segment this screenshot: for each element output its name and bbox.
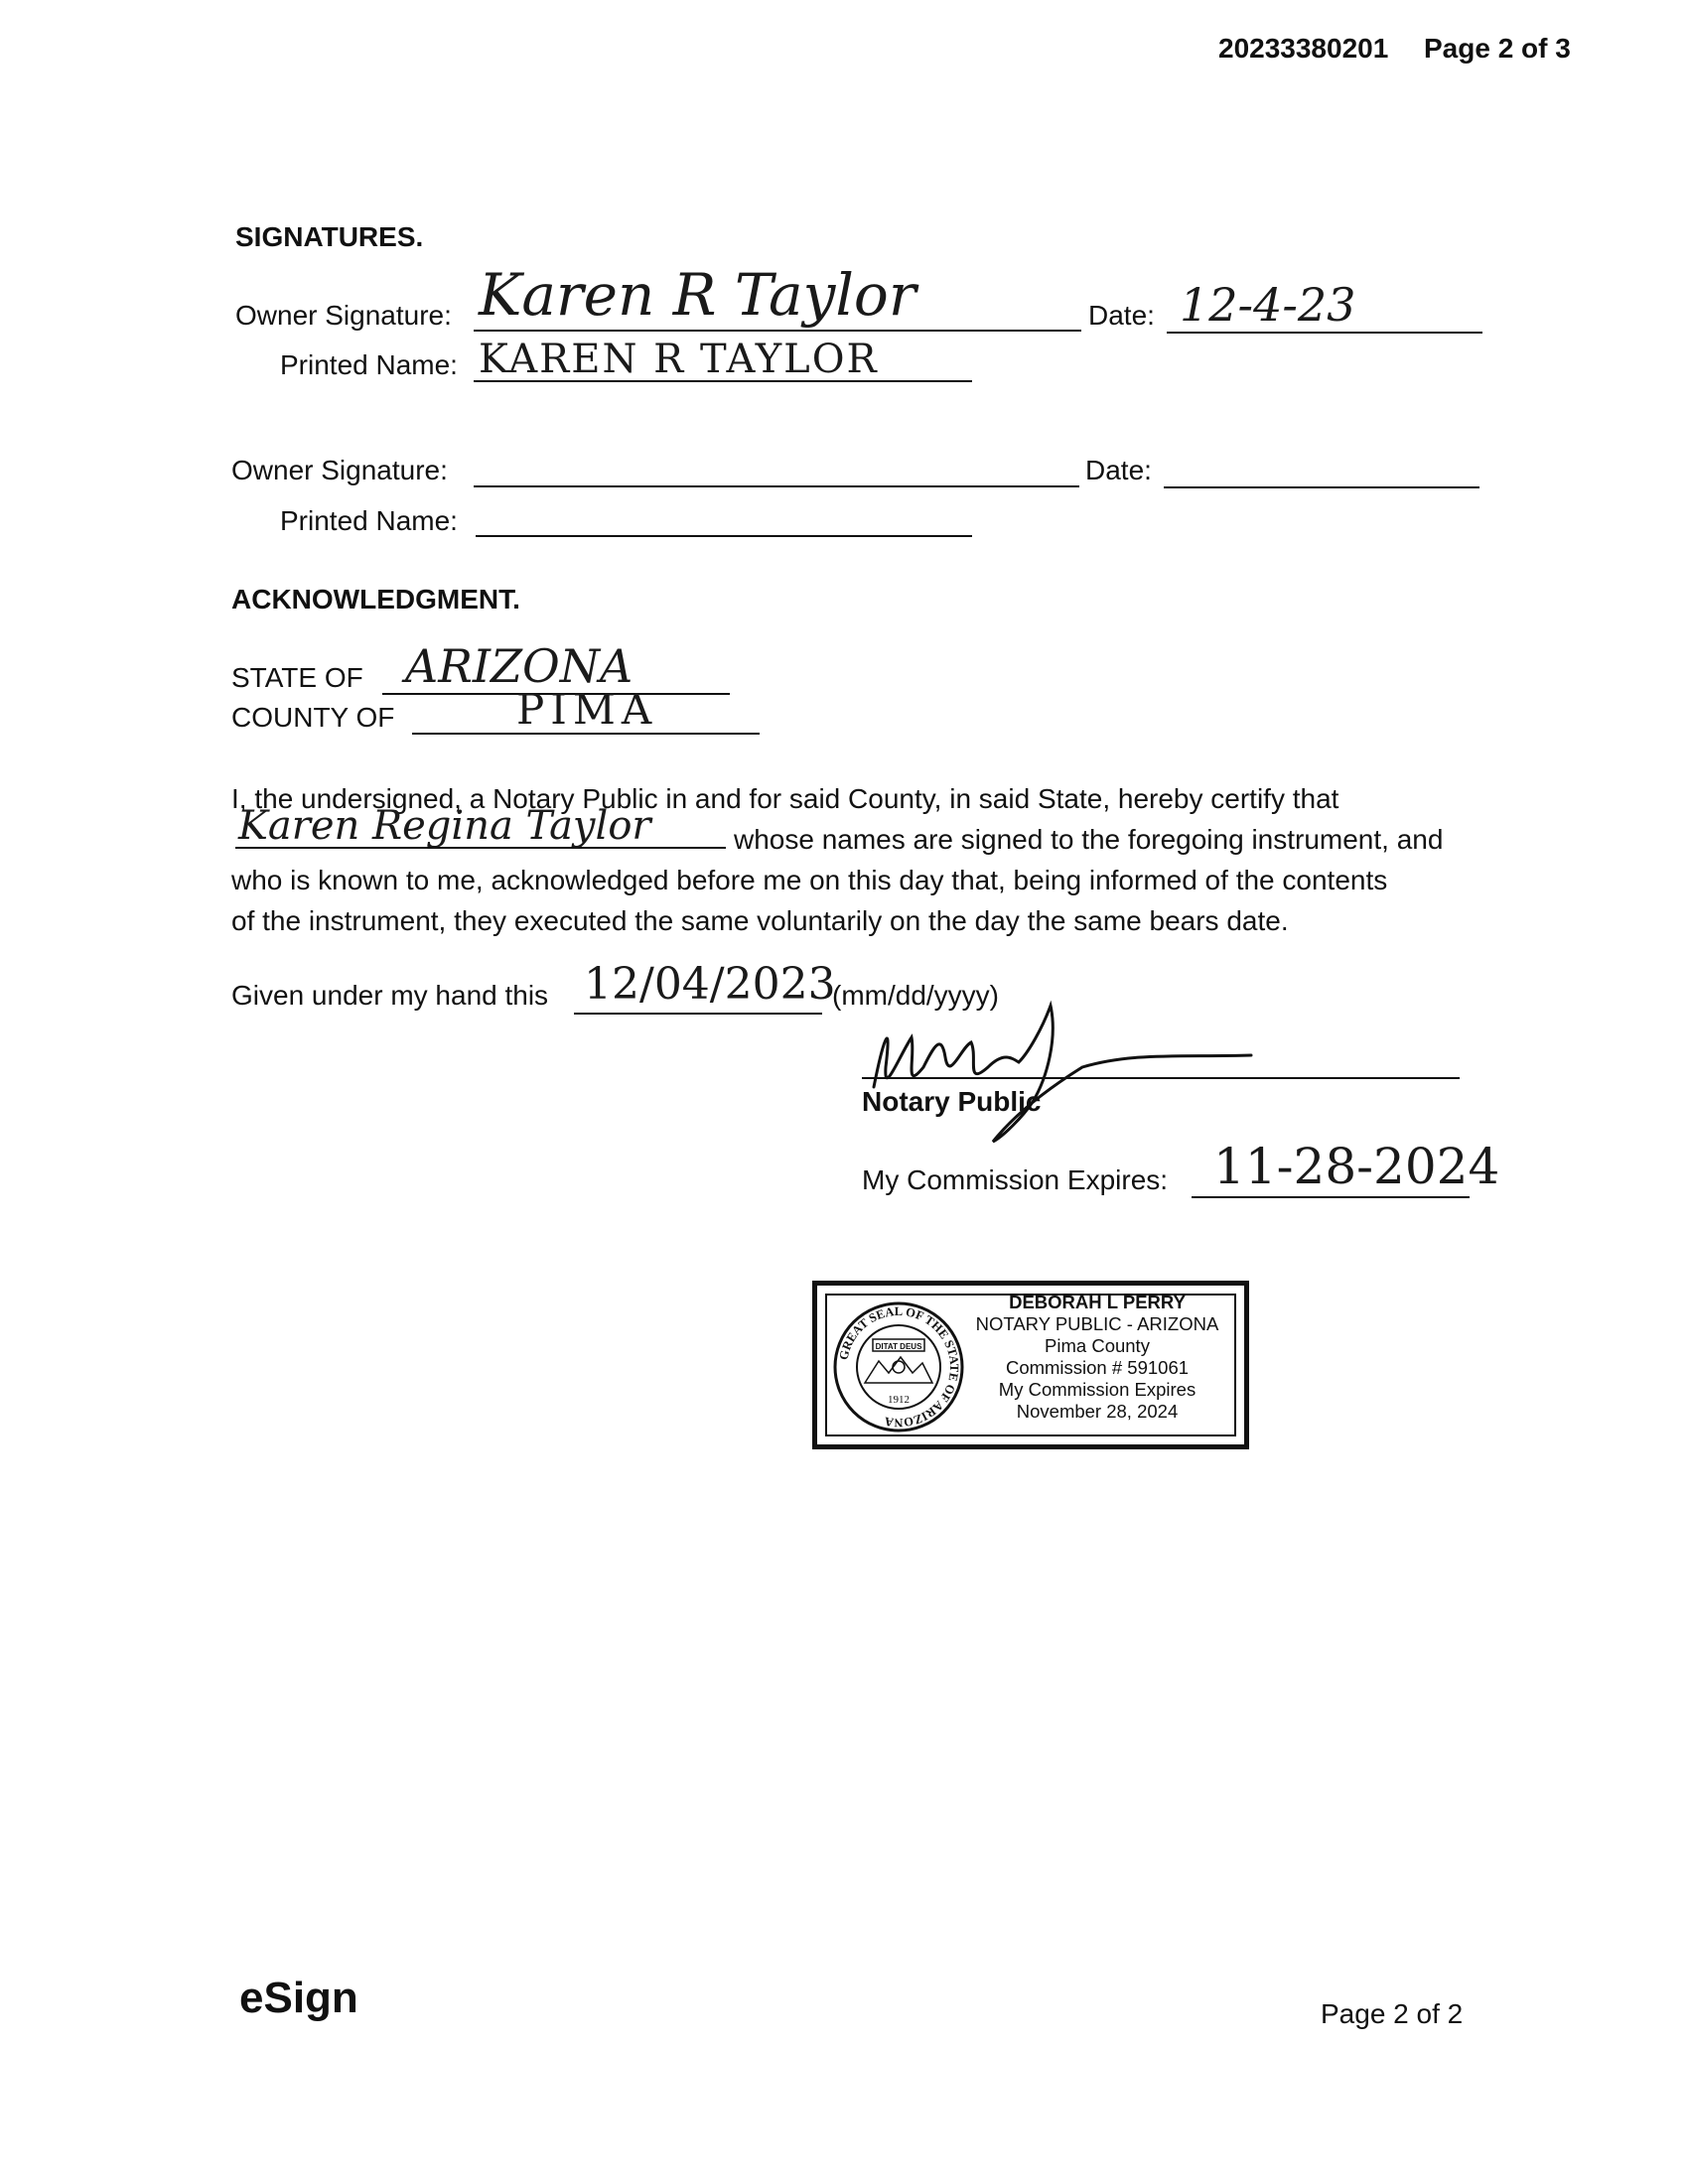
signer-name-value: Karen Regina Taylor [238, 803, 651, 849]
given-label: Given under my hand this [231, 980, 549, 1011]
given-date-line [574, 1013, 822, 1015]
state-value: ARIZONA [405, 639, 633, 693]
owner1-printed-name-value: KAREN R TAYLOR [479, 337, 879, 382]
ack-paragraph-line3: who is known to me, acknowledged before me on this day that, being informed of the contents [231, 865, 1388, 895]
state-of-label: STATE OF [231, 662, 363, 693]
stamp-expires-date: November 28, 2024 [1016, 1401, 1179, 1422]
owner1-signature-label: Owner Signature: [235, 300, 452, 331]
county-of-label: COUNTY OF [231, 702, 395, 733]
svg-text:GREAT SEAL OF THE STATE OF ARI [836, 1304, 961, 1430]
seal-ring-text: GREAT SEAL OF THE STATE OF ARIZONA [836, 1303, 962, 1431]
notary-public-label: Notary Public [862, 1086, 1042, 1117]
notary-signature-line [862, 1077, 1460, 1079]
state-seal-icon [831, 1299, 966, 1434]
owner1-date-line [1167, 332, 1482, 334]
stamp-text-block [968, 1292, 1226, 1423]
seal-motto: DITAT DEUS [875, 1342, 922, 1351]
commission-expires-label: My Commission Expires: [862, 1164, 1169, 1195]
owner1-printed-name-label: Printed Name: [280, 349, 458, 380]
acknowledgment-heading: ACKNOWLEDGMENT. [231, 584, 520, 614]
date-format-hint: (mm/dd/yyyy) [832, 980, 999, 1011]
owner2-date-line [1164, 486, 1479, 488]
stamp-commission-number: Commission # 591061 [1005, 1357, 1190, 1378]
owner1-date-label: Date: [1088, 300, 1155, 331]
owner1-date-value: 12-4-23 [1180, 278, 1356, 332]
owner1-signature-value: Karen R Taylor [479, 261, 916, 329]
county-value: PIMA [516, 685, 658, 734]
owner2-signature-line [474, 485, 1079, 487]
stamp-expires-label: My Commission Expires [998, 1379, 1196, 1400]
footer-page-number: Page 2 of 2 [1321, 1998, 1464, 2029]
commission-expires-value: 11-28-2024 [1213, 1138, 1500, 1195]
notary-stamp [812, 1281, 1249, 1449]
stamp-notary-name: DEBORAH L PERRY [1009, 1292, 1186, 1312]
stamp-county: Pima County [1045, 1335, 1150, 1356]
ack-paragraph-line2: whose names are signed to the foregoing instrument, and [734, 824, 1444, 855]
notary-signature [854, 998, 1271, 1147]
document-number: 20233380201 [1218, 33, 1389, 64]
commission-expires-line [1192, 1196, 1470, 1198]
esign-logo: eSign [239, 1974, 358, 2022]
signatures-heading: SIGNATURES. [235, 221, 424, 252]
owner2-printed-name-label: Printed Name: [280, 505, 458, 536]
ack-paragraph-line4: of the instrument, they executed the same voluntarily on the day the same bears date. [231, 905, 1289, 936]
stamp-notary-title: NOTARY PUBLIC - ARIZONA [975, 1313, 1219, 1334]
owner1-signature-line [474, 330, 1081, 332]
seal-year: 1912 [888, 1394, 910, 1406]
ack-paragraph-line1: I, the undersigned, a Notary Public in and for said County, in said State, hereby certify that [231, 783, 1339, 814]
owner2-printed-name-line [476, 535, 972, 537]
header-page-number: Page 2 of 3 [1424, 33, 1571, 64]
given-date-value: 12/04/2023 [584, 959, 836, 1010]
owner2-signature-label: Owner Signature: [231, 455, 448, 485]
owner2-date-label: Date: [1085, 455, 1152, 485]
